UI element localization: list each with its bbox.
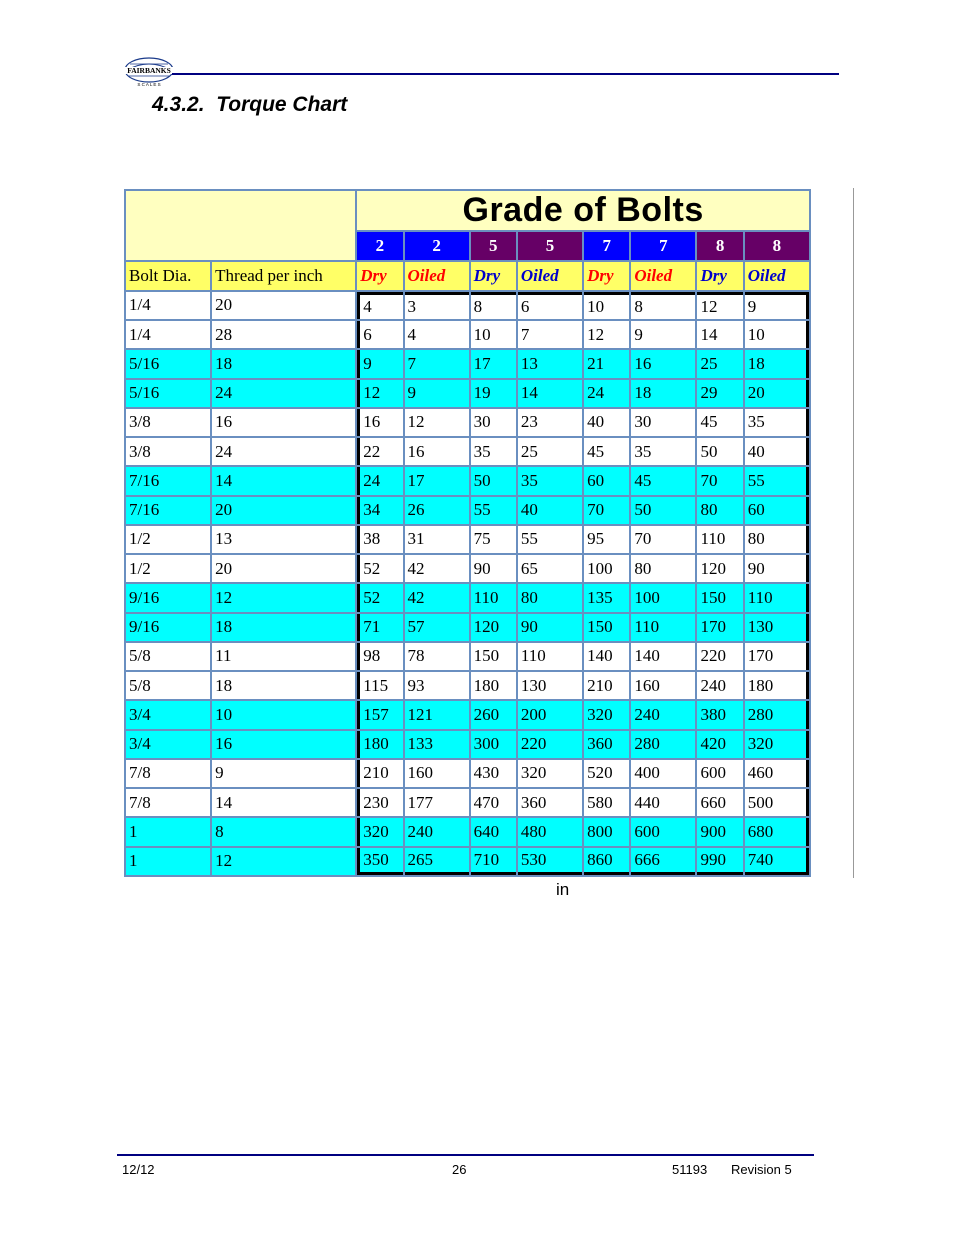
torque-value: 52 [357,555,402,582]
torque-value: 210 [357,760,402,787]
table-row [126,292,809,319]
torque-value: 57 [405,614,469,641]
torque-value: 4 [405,321,469,348]
page-number: 26 [452,1162,467,1177]
torque-value: 240 [697,672,742,699]
torque-value: 9 [357,350,402,377]
torque-value: 12 [405,409,469,436]
thread-per-inch: 18 [212,672,355,699]
thread-per-inch: 18 [212,350,355,377]
torque-value: 135 [584,584,629,611]
torque-value: 150 [584,614,629,641]
table-row [126,760,809,787]
bolt-diameter: 7/16 [126,467,210,494]
torque-value: 52 [357,584,402,611]
torque-value: 110 [745,584,809,611]
thread-per-inch: 12 [212,584,355,611]
torque-value: 50 [631,497,695,524]
torque-value: 80 [518,584,582,611]
torque-value: 31 [405,526,469,553]
footer-rule [117,1154,814,1156]
torque-value: 55 [518,526,582,553]
torque-value: 530 [518,848,582,875]
torque-value: 9 [405,380,469,407]
torque-value: 100 [584,555,629,582]
header-rule [172,73,839,75]
torque-value: 70 [584,497,629,524]
torque-value: 320 [584,701,629,728]
torque-value: 110 [471,584,516,611]
thread-per-inch: 18 [212,614,355,641]
torque-value: 300 [471,731,516,758]
condition-label: Oiled [405,262,469,290]
bolt-diameter: 5/8 [126,672,210,699]
torque-value: 680 [745,818,809,845]
bolt-diameter: 7/8 [126,760,210,787]
bolt-diameter: 1/2 [126,526,210,553]
section-title: Torque Chart [216,93,348,116]
bolt-diameter: 1 [126,818,210,845]
torque-table-body [126,191,809,875]
torque-value: 600 [697,760,742,787]
torque-value: 350 [357,848,402,875]
thread-per-inch: 16 [212,731,355,758]
torque-value: 45 [697,409,742,436]
torque-value: 25 [697,350,742,377]
torque-value: 480 [518,818,582,845]
torque-value: 55 [745,467,809,494]
grade-number: 2 [405,232,469,259]
torque-value: 17 [471,350,516,377]
col-bolt-dia: Bolt Dia. [126,262,210,290]
torque-value: 26 [405,497,469,524]
torque-value: 16 [405,438,469,465]
torque-value: 34 [357,497,402,524]
torque-value: 70 [631,526,695,553]
torque-value: 45 [631,467,695,494]
torque-value: 60 [584,467,629,494]
thread-per-inch: 12 [212,848,355,875]
torque-value: 30 [631,409,695,436]
title-row [126,191,809,230]
torque-value: 150 [697,584,742,611]
torque-value: 40 [745,438,809,465]
torque-value: 220 [518,731,582,758]
torque-value: 25 [518,438,582,465]
torque-value: 7 [405,350,469,377]
grade-number: 7 [584,232,629,259]
table-row [126,818,809,845]
torque-value: 75 [471,526,516,553]
table-row [126,438,809,465]
table-row [126,321,809,348]
torque-value: 220 [697,643,742,670]
table-row [126,467,809,494]
thread-per-inch: 24 [212,380,355,407]
torque-value: 42 [405,584,469,611]
chart-caption: in [556,880,570,899]
grade-of-bolts-title: Grade of Bolts [357,191,809,230]
torque-value: 140 [584,643,629,670]
torque-value: 430 [471,760,516,787]
table-row [126,731,809,758]
bolt-diameter: 3/8 [126,409,210,436]
table-row [126,848,809,875]
torque-value: 3 [405,292,469,319]
torque-value: 230 [357,789,402,816]
torque-value: 45 [584,438,629,465]
grade-number: 8 [697,232,742,259]
torque-value: 600 [631,818,695,845]
thread-per-inch: 20 [212,497,355,524]
table-row [126,614,809,641]
bolt-diameter: 5/16 [126,380,210,407]
torque-value: 18 [745,350,809,377]
torque-value: 520 [584,760,629,787]
torque-value: 460 [745,760,809,787]
torque-value: 35 [631,438,695,465]
torque-value: 200 [518,701,582,728]
torque-value: 170 [697,614,742,641]
torque-value: 177 [405,789,469,816]
torque-value: 12 [584,321,629,348]
torque-value: 10 [745,321,809,348]
torque-value: 240 [405,818,469,845]
torque-value: 470 [471,789,516,816]
torque-value: 8 [631,292,695,319]
torque-value: 320 [518,760,582,787]
torque-value: 17 [405,467,469,494]
torque-value: 38 [357,526,402,553]
bolt-diameter: 5/8 [126,643,210,670]
torque-value: 71 [357,614,402,641]
bolt-diameter: 1/2 [126,555,210,582]
torque-value: 10 [471,321,516,348]
torque-value: 100 [631,584,695,611]
torque-value: 29 [697,380,742,407]
torque-value: 22 [357,438,402,465]
grade-number: 8 [745,232,809,259]
torque-value: 95 [584,526,629,553]
torque-value: 140 [631,643,695,670]
bolt-diameter: 7/16 [126,497,210,524]
torque-value: 260 [471,701,516,728]
table-row [126,555,809,582]
torque-value: 80 [631,555,695,582]
table-row [126,350,809,377]
bolt-diameter: 1 [126,848,210,875]
header-blank [126,191,355,260]
torque-value: 180 [471,672,516,699]
torque-value: 40 [584,409,629,436]
torque-value: 90 [471,555,516,582]
grade-number: 7 [631,232,695,259]
torque-value: 20 [745,380,809,407]
thread-per-inch: 9 [212,760,355,787]
torque-value: 500 [745,789,809,816]
thread-per-inch: 11 [212,643,355,670]
bolt-diameter: 5/16 [126,350,210,377]
torque-value: 280 [631,731,695,758]
thread-per-inch: 13 [212,526,355,553]
torque-value: 860 [584,848,629,875]
condition-label: Dry [357,262,402,290]
thread-per-inch: 14 [212,789,355,816]
torque-value: 440 [631,789,695,816]
footer-date: 12/12 [122,1162,155,1177]
torque-value: 110 [631,614,695,641]
bolt-diameter: 7/8 [126,789,210,816]
torque-value: 380 [697,701,742,728]
torque-value: 800 [584,818,629,845]
torque-value: 360 [518,789,582,816]
table-row [126,701,809,728]
torque-value: 580 [584,789,629,816]
torque-value: 70 [697,467,742,494]
torque-value: 660 [697,789,742,816]
thread-per-inch: 20 [212,292,355,319]
torque-value: 50 [697,438,742,465]
torque-value: 740 [745,848,809,875]
torque-value: 400 [631,760,695,787]
grade-number: 5 [518,232,582,259]
torque-value: 640 [471,818,516,845]
torque-value: 14 [518,380,582,407]
torque-value: 24 [357,467,402,494]
torque-value: 16 [631,350,695,377]
torque-chart [124,189,811,877]
section-heading [152,93,347,117]
thread-per-inch: 28 [212,321,355,348]
torque-value: 14 [697,321,742,348]
torque-value: 35 [745,409,809,436]
thread-per-inch: 16 [212,409,355,436]
torque-value: 110 [518,643,582,670]
torque-value: 120 [471,614,516,641]
torque-value: 12 [697,292,742,319]
torque-value: 4 [357,292,402,319]
grade-number: 2 [357,232,402,259]
torque-value: 18 [631,380,695,407]
torque-value: 10 [584,292,629,319]
col-thread-per-inch: Thread per inch [212,262,355,290]
bolt-diameter: 9/16 [126,614,210,641]
torque-value: 6 [518,292,582,319]
torque-value: 180 [745,672,809,699]
condition-label: Oiled [631,262,695,290]
bolt-diameter: 3/8 [126,438,210,465]
torque-value: 170 [745,643,809,670]
torque-value: 666 [631,848,695,875]
table-row [126,409,809,436]
thread-per-inch: 10 [212,701,355,728]
section-number: 4.3.2. [152,93,205,116]
torque-value: 280 [745,701,809,728]
torque-value: 80 [745,526,809,553]
torque-value: 990 [697,848,742,875]
torque-value: 420 [697,731,742,758]
bolt-diameter: 3/4 [126,731,210,758]
torque-value: 240 [631,701,695,728]
torque-value: 110 [697,526,742,553]
torque-value: 160 [631,672,695,699]
torque-value: 157 [357,701,402,728]
thread-per-inch: 24 [212,438,355,465]
torque-value: 35 [518,467,582,494]
torque-value: 900 [697,818,742,845]
condition-label: Dry [697,262,742,290]
torque-value: 320 [745,731,809,758]
logo-subtext: S C A L E S [137,82,161,87]
torque-value: 19 [471,380,516,407]
condition-label: Oiled [518,262,582,290]
table-row [126,672,809,699]
condition-label: Dry [584,262,629,290]
condition-label: Dry [471,262,516,290]
company-logo [122,56,176,90]
thread-per-inch: 8 [212,818,355,845]
torque-value: 160 [405,760,469,787]
torque-value: 23 [518,409,582,436]
table-row [126,380,809,407]
torque-value: 13 [518,350,582,377]
torque-value: 150 [471,643,516,670]
torque-value: 50 [471,467,516,494]
torque-value: 9 [631,321,695,348]
torque-value: 16 [357,409,402,436]
torque-value: 12 [357,380,402,407]
torque-value: 80 [697,497,742,524]
torque-value: 90 [518,614,582,641]
torque-value: 93 [405,672,469,699]
torque-value: 8 [471,292,516,319]
torque-table [124,189,811,877]
torque-value: 42 [405,555,469,582]
torque-value: 90 [745,555,809,582]
torque-value: 98 [357,643,402,670]
torque-value: 115 [357,672,402,699]
bolt-diameter: 1/4 [126,292,210,319]
torque-value: 320 [357,818,402,845]
torque-value: 60 [745,497,809,524]
torque-value: 120 [697,555,742,582]
torque-value: 265 [405,848,469,875]
torque-value: 30 [471,409,516,436]
torque-value: 40 [518,497,582,524]
torque-value: 24 [584,380,629,407]
revision: Revision 5 [731,1162,792,1177]
torque-value: 78 [405,643,469,670]
bolt-diameter: 3/4 [126,701,210,728]
torque-value: 9 [745,292,809,319]
condition-row [126,262,809,290]
torque-value: 710 [471,848,516,875]
torque-value: 35 [471,438,516,465]
torque-value: 130 [518,672,582,699]
torque-value: 180 [357,731,402,758]
bolt-diameter: 1/4 [126,321,210,348]
torque-value: 121 [405,701,469,728]
table-row [126,497,809,524]
condition-label: Oiled [745,262,809,290]
doc-number: 51193 [672,1162,708,1177]
torque-value: 6 [357,321,402,348]
margin-rule [853,188,854,878]
torque-value: 210 [584,672,629,699]
bolt-diameter: 9/16 [126,584,210,611]
torque-value: 360 [584,731,629,758]
torque-value: 55 [471,497,516,524]
logo-text: FAIRBANKS [127,66,171,75]
torque-value: 7 [518,321,582,348]
torque-value: 65 [518,555,582,582]
table-row [126,584,809,611]
grade-number: 5 [471,232,516,259]
table-row [126,526,809,553]
table-row [126,789,809,816]
thread-per-inch: 14 [212,467,355,494]
torque-value: 133 [405,731,469,758]
thread-per-inch: 20 [212,555,355,582]
table-row [126,643,809,670]
torque-value: 130 [745,614,809,641]
torque-value: 21 [584,350,629,377]
